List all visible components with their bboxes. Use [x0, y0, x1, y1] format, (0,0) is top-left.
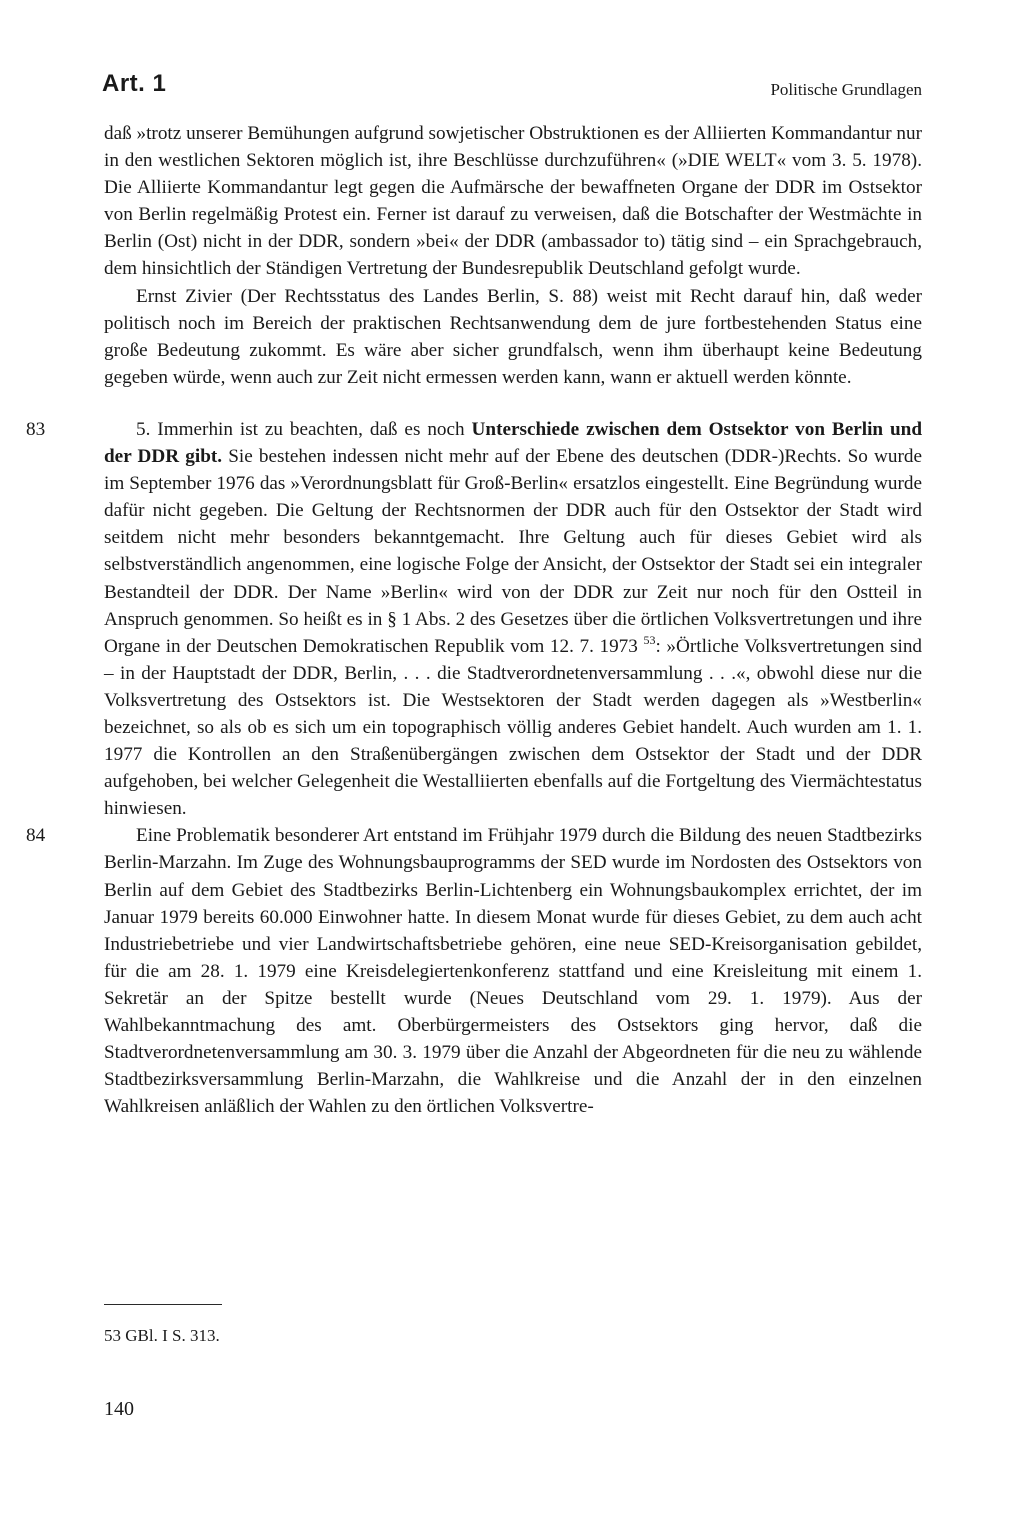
paragraph-text-after-ref: : »Örtliche Volksvertretungen sind – in der Hauptstadt der DDR, Berlin, . . . die Stadtverordnetenversammlung . . .«, obwohl diese nur die Volksvertretung des Ostsektors ist. Die Westsektoren der Stadt werden dagegen als »Westberlin« bezeichnet, so als ob es sich um ein topographisch völlig anderes Gebiet handelt. Auch wurden am 1. 1. 1977 die Kontrollen an den Straßenübergängen zwischen dem Ostsektor der Stadt und der DDR aufgehoben, bei welcher Gelegenheit die Westalliierten ebenfalls auf die Fortgeltung des Viermächtestatus hinwiesen. — [104, 635, 923, 820]
margin-number: 84 — [26, 825, 46, 847]
footnote-divider — [104, 1304, 222, 1305]
bold-heading-phrase: Unterschiede zwischen dem Ostsektor von Berlin und der DDR gibt. — [104, 418, 922, 468]
paragraph-text: Eine Problematik besonderer Art entstand im Frühjahr 1979 durch die Bildung des neuen Stadtbezirks Berlin-Marzahn. Im Zuge des Wohnungsbauprogramms der SED wurde im Nordosten des Ostsektors von Berlin auf dem Gebiet des Stadtbezirks Berlin-Lichtenberg ein Wohnungsbaukomplex errichtet, der im Januar 1979 bereits 60.000 Einwohner hatte. In diesem Monat wurde für dieses Gebiet, zu dem auch acht Industriebetriebe und vier Landwirtschaftsbetriebe gehören, eine neue SED-Kreisorganisation gebildet, für die am 28. 1. 1979 eine Kreisdelegiertenkonferenz stattfand und eine Kreisleitung mit einem 1. Sekretär an der Spitze bestellt wurde (Neues Deutschland vom 29. 1. 1979). Aus der Wahlbekanntmachung des amt. Oberbürgermeisters des Ostsektors ging hervor, daß die Stadtverordnetenversammlung am 30. 3. 1979 über die Anzahl der Abgeordneten für die neu zu wählende Stadtbezirksversammlung Berlin-Marzahn, die Wahlkreise und die Anzahl der in den einzelnen Wahlkreisen anläßlich der Wahlen zu den örtlichen Volksvertre- — [104, 825, 922, 1118]
paragraph-text: Ernst Zivier (Der Rechtsstatus des Landes Berlin, S. 88) weist mit Recht darauf hin, daß weder politisch noch im Bereich der praktischen Rechtsanwendung dem de jure fortbestehenden Status eine große Bedeutung zukommt. Es wäre aber sicher grundfalsch, wenn ihm überhaupt keine Bedeutung gegeben würde, wenn auch zur Zeit nicht ermessen werden kann, wann er aktuell werden könnte. — [104, 285, 922, 388]
footnote-reference[interactable]: 53 — [643, 632, 656, 647]
body-text — [26, 120, 923, 1120]
footnote: 53 GBl. I S. 313. — [104, 1326, 220, 1345]
page-number: 140 — [104, 1398, 134, 1420]
margin-number: 83 — [26, 418, 46, 440]
paragraph-84 — [26, 822, 922, 1120]
paragraph-continuation — [104, 120, 922, 283]
paragraph-text-before-ref: Sie bestehen indessen nicht mehr auf der Ebene des deutschen (DDR-)Rechts. So wurde im September 1976 das »Verordnungsblatt für Groß-Berlin« ersatzlos eingestellt. Eine Begründung wurde dafür nicht gegeben. Die Geltung der Rechtsnormen der DDR auch für den Ostsektor der Stadt wird seitdem nicht mehr besonders bekanntgemacht. Ihre Geltung auch für dieses Gebiet wird als selbstverständlich angenommen, eine logische Folge der Ansicht, der Ostsektor der Stadt sei ein integraler Bestandteil der DDR. Der Name »Berlin« wird von der DDR zur Zeit nur noch für den Ostteil in Anspruch genommen. So heißt es in § 1 Abs. 2 des Gesetzes über die örtlichen Volksvertretungen und ihre Organe in der Deutschen Demokratischen Republik vom 12. 7. 1973 — [104, 446, 922, 657]
article-label: Art. 1 — [102, 70, 167, 97]
paragraph-zivier — [104, 283, 922, 391]
paragraph-text: daß »trotz unserer Bemühungen aufgrund sowjetischer Obstruktionen es der Alliierten Kommandantur nur in den westlichen Sektoren möglich ist, ihre Beschlüsse durchzuführen« (»DIE WELT« vom 3. 5. 1978). Die Alliierte Kommandantur legt gegen die Aufmärsche der bewaffneten Organe der DDR im Ostsektor von Berlin regelmäßig Protest ein. Ferner ist darauf zu verweisen, daß die Botschafter der Westmächte in Berlin (Ost) nicht in der DDR, sondern »bei« der DDR (ambassador to) tätig sind – ein Sprachgebrauch, dem hinsichtlich der Ständigen Vertretung der Bundesrepublik Deutschland gefolgt wurde. — [104, 123, 922, 280]
paragraph-text-intro: 5. Immerhin ist zu beachten, daß es noch — [136, 418, 472, 440]
paragraph-83 — [26, 416, 923, 822]
running-head: Politische Grundlagen — [770, 80, 922, 99]
